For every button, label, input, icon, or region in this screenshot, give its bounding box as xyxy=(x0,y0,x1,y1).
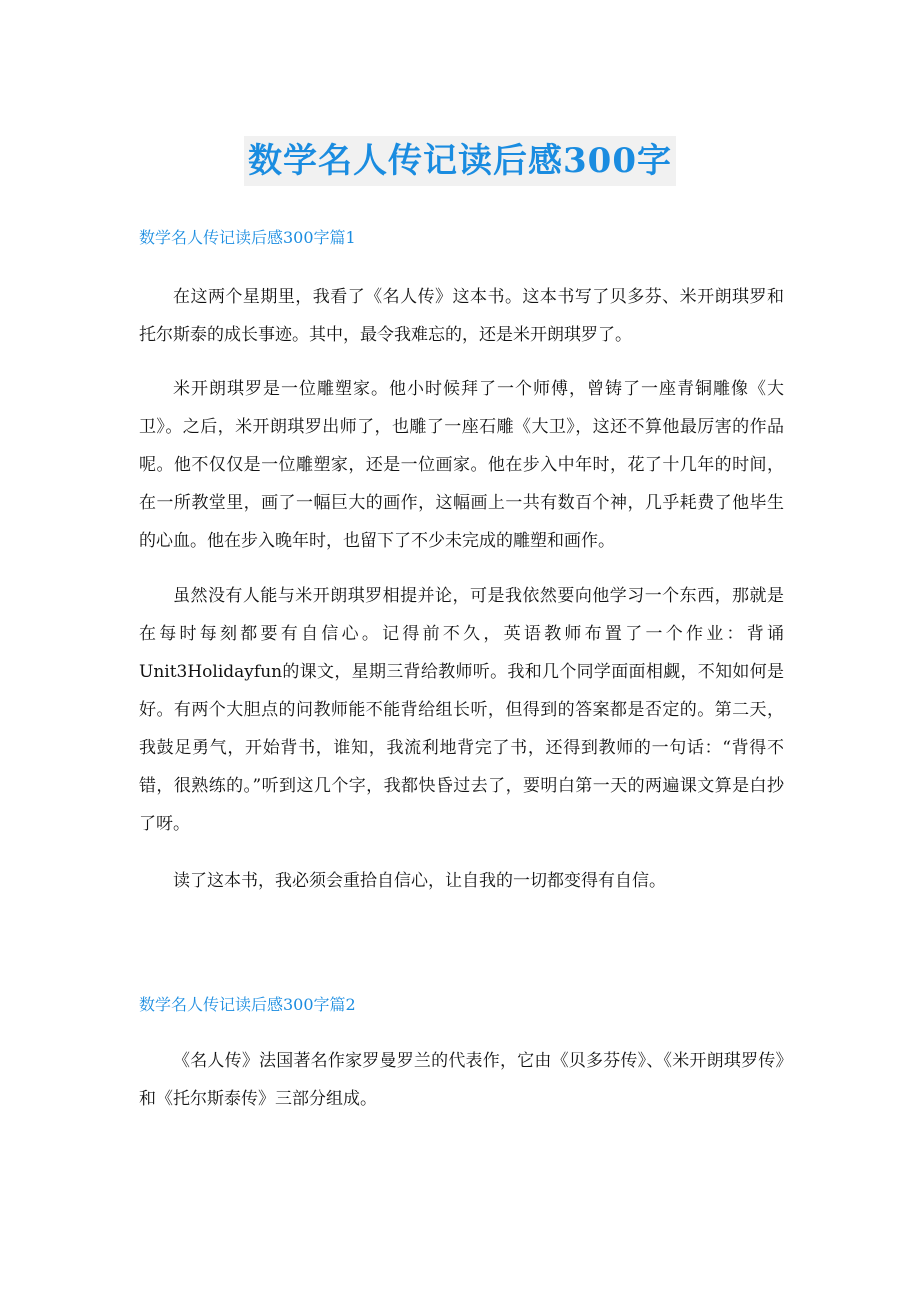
paragraph-1-4: 读了这本书，我必须会重拾自信心，让自我的一切都变得有自信。 xyxy=(173,871,666,891)
section-heading-1: 数学名人传记读后感300字篇1 xyxy=(139,228,356,247)
section-heading-2: 数学名人传记读后感300字篇2 xyxy=(139,995,356,1014)
paragraph-1-3: 虽然没有人能与米开朗琪罗相提并论，可是我依然要向他学习一个东西，那就是在每时每刻都要有自信心。记得前不久，英语教师布置了一个作业：背诵Unit3Holidayfun的课文，星期三背给教师听。我和几个同学面面相觑，不知如何是好。有两个大胆点的问教师能不能背给组长听，但得到的答案都是否定的。第二天，我鼓足勇气，开始背书，谁知，我流利地背完了书，还得到教师的一句话：“背得不错，很熟练的。”听到这几个字，我都快昏过去了，要明白第一天的两遍课文算是白抄了呀。 xyxy=(139,586,784,834)
title-container xyxy=(0,136,920,186)
paragraph-1-2: 米开朗琪罗是一位雕塑家。他小时候拜了一个师傅，曾铸了一座青铜雕像《大卫》。之后，米开朗琪罗出师了，也雕了一座石雕《大卫》，这还不算他最厉害的作品呢。他不仅仅是一位雕塑家，还是一位画家。他在步入中年时，花了十几年的时间，在一所教堂里，画了一幅巨大的画作，这幅画上一共有数百个神，几乎耗费了他毕生的心血。他在步入晚年时，也留下了不少未完成的雕塑和画作。 xyxy=(139,379,784,551)
page-title: 数学名人传记读后感300字 xyxy=(244,136,676,186)
paragraph-1-1: 在这两个星期里，我看了《名人传》这本书。这本书写了贝多芬、米开朗琪罗和托尔斯泰的成长事迹。其中，最令我难忘的，还是米开朗琪罗了。 xyxy=(139,287,784,345)
paragraph-2-1: 《名人传》法国著名作家罗曼罗兰的代表作，它由《贝多芬传》、《米开朗琪罗传》和《托尔斯泰传》三部分组成。 xyxy=(139,1051,784,1109)
